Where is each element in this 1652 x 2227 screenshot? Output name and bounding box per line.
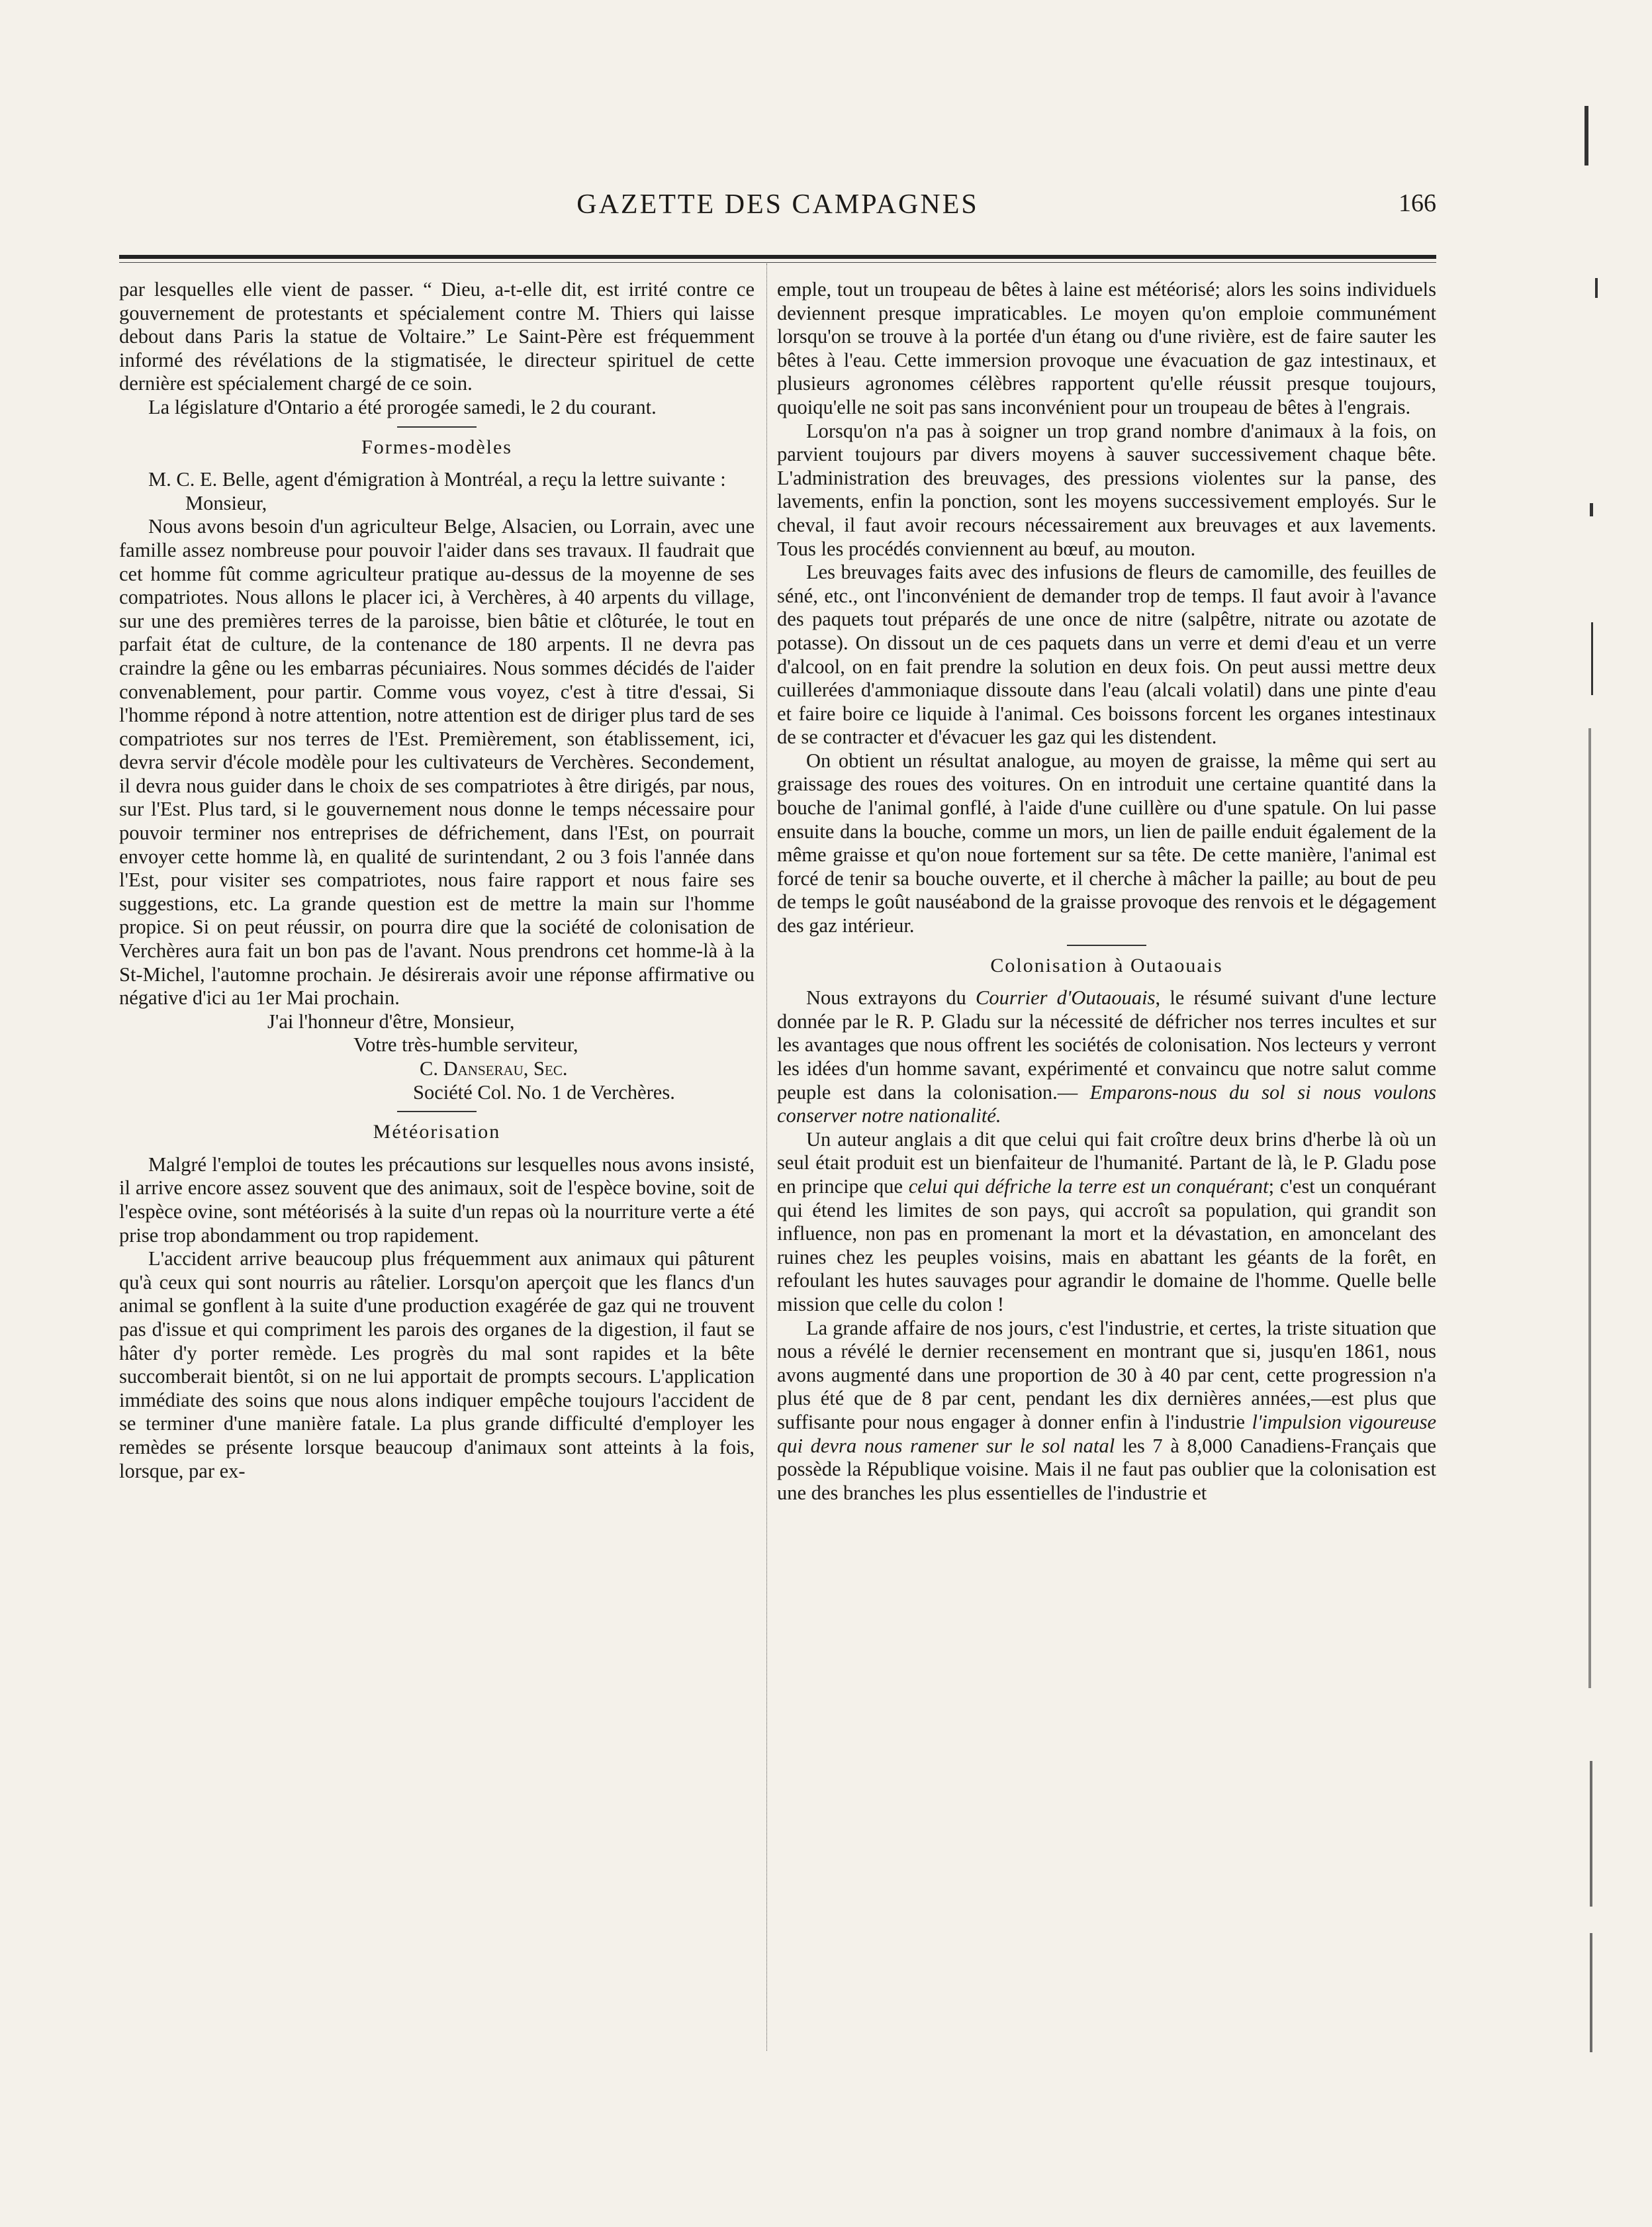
scan-mark	[1588, 728, 1591, 1688]
letter-body: Nous avons besoin d'un agriculteur Belge, Alsacien, ou Lorrain, avec une famille assez nombreuse pour pouvoir l'aider dans ses travaux. Il faudrait que cet homme fût comme agriculteur pratique au-dessus de la moyenne de ses compatriotes. Nous allons le placer ici, à Verchères, à 40 arpents du village, sur une des premières terres de la paroisse, bien bâtie et clôturée, le tout en parfait état de culture, de la contenance de 180 arpents. Il ne devra pas craindre la gêne ou les embarras pécuniaires. Nous sommes décidés de l'aider convenablement, pour partir. Comme vous voyez, c'est à titre d'essai, Si l'homme répond à notre attention, notre attention est de diriger plus tard de ses compatriotes sur nos terres de l'Est. Premièrement, son établissement, ici, devra servir d'école modèle pour les cultivateurs de Verchères. Secondement, il devra nous guider dans le choix de ses compatriotes à être dirigés, par nous, sur l'Est. Plus tard, si le gouvernement nous donne le temps nécessaire pour pouvoir terminer nos entreprises de défrichement, dans l'Est, on pourrait envoyer cette homme là, en qualité de surintendant, 2 ou 3 fois l'année dans l'Est, pour visiter ses compatriotes, nous faire rapport et nous faire ses suggestions, etc. La grande question est de mettre la main sur l'homme propice. Si on peut réussir, on pourra dire que la société de colonisation de Verchères aura fait un bon pas de l'avant. Nous prendrons cet homme-là à la St-Michel, l'automne prochain. Je désirerais avoir une réponse affirmative ou négative d'ici au 1er Mai prochain.	[119, 515, 755, 1010]
text-run: Nous extrayons du	[806, 986, 976, 1010]
letter-closing: J'ai l'honneur d'être, Monsieur,	[267, 1010, 515, 1033]
section-separator	[397, 426, 477, 428]
margin-scan-artifacts	[1575, 93, 1641, 2079]
right-column	[777, 278, 1436, 1505]
section-heading-formes-modeles: Formes-modèles	[361, 436, 512, 458]
paragraph	[777, 986, 1436, 1128]
scan-mark	[1590, 503, 1593, 516]
letter-salutation: Monsieur,	[185, 491, 267, 514]
page-number: 166	[1399, 189, 1436, 217]
source-name: Courrier d'Outaouais	[976, 986, 1156, 1010]
section-separator	[1067, 945, 1146, 946]
text-run: La grande affaire de nos jours, c'est l'industrie, et certes, la triste situation que nous a révélé le dernier recensement en montrant que si, jusqu'en 1861, nous avons augmenté dans une proportion de 30 à 40 par cent, cette progression n'a plus été que de 8 par cent, pendant les dix dernières années,—est plus que suffisante pour nous engager à donner enfin à l'industrie	[777, 1316, 1436, 1433]
paragraph: On obtient un résultat analogue, au moyen de graisse, la même qui sert au graissage des roues des voitures. On en introduit une certaine quantité dans la bouche de l'animal gonflé, à l'aide d'une cuillère ou d'une spatule. On lui passe ensuite dans la bouche, comme un mors, un lien de paille enduit également de la même graisse et qu'on noue fortement sur sa tête. De cette manière, l'animal est forcé de tenir sa bouche ouverte, et il cherche à mâcher la paille; au bout de peu de temps le goût nauséabond de la graisse provoque des renvois et le dégagement des gaz intérieur.	[777, 749, 1436, 937]
letter-signature-society: Société Col. No. 1 de Verchères.	[413, 1080, 675, 1104]
paragraph: M. C. E. Belle, agent d'émigration à Montréal, a reçu la lettre suivante :	[148, 468, 726, 491]
section-heading-meteorisation: Météorisation	[373, 1121, 501, 1143]
newspaper-title: GAZETTE DES CAMPAGNES	[576, 189, 979, 220]
letter-signature: C. Danserau, Sec.	[420, 1057, 568, 1080]
quote: l'impulsion vigoureuse qui devra nous ramener sur le sol natal	[777, 1410, 1436, 1457]
scan-mark	[1595, 278, 1598, 298]
paragraph: Malgré l'emploi de toutes les précautions sur lesquelles nous avons insisté, il arrive encore assez souvent que des animaux, soit de l'espèce bovine, soit de l'espèce ovine, sont météorisés à la suite d'un repas où la nourriture verte a été prise trop abondamment ou trop rapidement.	[119, 1153, 755, 1247]
scan-mark	[1584, 106, 1588, 166]
text-run: les 7 à 8,000 Canadiens-Français que possède la République voisine. Mais il ne faut pas oublier que la colonisation est une des branches les plus essentielles de l'industrie et	[777, 1434, 1436, 1504]
text-run: ; c'est un conquérant qui étend les limites de son pays, qui accroît sa population, qui grandit son influence, non pas en promenant la mort et la dévastation, en amoncelant des ruines chez les peuples voisins, mais en abattant les géants de la forêt, en refoulant les hutes sauvages pour agrandir le domaine de l'homme. Quelle belle mission que celle du colon !	[777, 1174, 1436, 1315]
text-run: , le résumé suivant d'une lecture donnée par le R. P. Gladu sur la nécessité de défricher nos terres incultes et sur les avantages que nous offrent les sociétés de colonisation. Nos lecteurs y verront les idées d'un homme savant, expérimenté et convaincu que notre salut comme peuple est dans la colonisation.—	[777, 986, 1436, 1104]
scan-mark	[1590, 1933, 1592, 2052]
masthead	[119, 189, 1436, 228]
header-rule-thick	[119, 255, 1436, 259]
paragraph: par lesquelles elle vient de passer. “ Dieu, a-t-elle dit, est irrité contre ce gouvernement de protestants et spécialement contre M. Thiers qui laisse debout dans Paris la statue de Voltaire.” Le Saint-Père est fréquemment informé des révélations de la stigmatisée, le directeur spirituel de cette dernière est spécialement chargé de ce soin.	[119, 278, 755, 395]
paragraph: La législature d'Ontario a été prorogée samedi, le 2 du courant.	[148, 395, 657, 418]
paragraph: Lorsqu'on n'a pas à soigner un trop grand nombre d'animaux à la fois, on parvient toujours par divers moyens à sauver successivement chaque bête. L'administration des breuvages, des pressions violentes sur la panse, des lavements, enfin la ponction, sont les moyens successivement employés. Sur le cheval, il faut avoir recours nécessairement aux breuvages et aux lavements. Tous les procédés conviennent au bœuf, au mouton.	[777, 419, 1436, 560]
paragraph	[777, 1128, 1436, 1317]
paragraph	[777, 1317, 1436, 1505]
scan-mark	[1590, 1761, 1592, 1907]
quote: celui qui défriche la terre est un conquérant	[908, 1174, 1269, 1198]
paragraph: emple, tout un troupeau de bêtes à laine est météorisé; alors les soins individuels deviennent presque impraticables. Le moyen qu'on emploie communément lorsqu'on se trouve à la portée d'un étang ou d'une rivière, est de faire sauter les bêtes à l'eau. Cette immersion provoque une évacuation de gaz intestinaux, et plusieurs agronomes célèbres rapportent qu'elle réussit presque toujours, quoiqu'elle ne soit pas sans inconvénient pour un troupeau de bêtes à l'engrais.	[777, 278, 1436, 418]
header-rule-thin	[119, 262, 1436, 263]
left-column	[119, 278, 755, 1483]
text-run: Un auteur anglais a dit que celui qui fait croître deux brins d'herbe là où un seul était produit est un bienfaiteur de l'humanité. Partant de là, le P. Gladu pose en principe que	[777, 1127, 1436, 1198]
paragraph: Les breuvages faits avec des infusions de fleurs de camomille, des feuilles de séné, etc., ont l'inconvénient de demander trop de temps. Il faut avoir à l'avance des paquets tout préparés de une once de nitre (salpêtre, nitrate ou azotate de potasse). On dissout un de ces paquets dans un verre et demi d'eau et un verre d'alcool, on en fait prendre la solution en deux fois. On peut aussi mettre deux cuillerées d'ammoniaque dissoute dans l'eau (alcali volatil) dans une pinte d'eau et faire boire ce liquide à l'animal. Ces boissons forcent les organes intestinaux de se contracter et d'évacuer les gaz qui les distendent.	[777, 561, 1436, 749]
section-separator	[397, 1111, 477, 1112]
column-divider	[766, 263, 767, 2051]
letter-closing: Votre très-humble serviteur,	[353, 1033, 578, 1057]
quote: Emparons-nous du sol si nous voulons conserver notre nationalité.	[777, 1080, 1436, 1127]
paragraph: L'accident arrive beaucoup plus fréquemment aux animaux qui pâturent qu'à ceux qui sont nourris au râtelier. Lorsqu'on aperçoit que les flancs d'un animal se gonflent à la suite d'une production exagérée de gaz qui ne trouvent pas d'issue et qui compriment les parois des organes de la digestion, il faut se hâter d'y porter remède. Les progrès du mal sont rapides et la bête succomberait bientôt, si on ne lui apportait de prompts secours. L'application immédiate des soins que nous alons indiquer empêche toujours l'accident de se terminer d'une manière fatale. La plus grande difficulté d'employer les remèdes se présente lorsque beaucoup d'animaux sont atteints à la fois, lorsque, par ex-	[119, 1247, 755, 1482]
scan-mark	[1591, 622, 1593, 695]
section-heading-colonisation: Colonisation à Outaouais	[990, 954, 1223, 976]
